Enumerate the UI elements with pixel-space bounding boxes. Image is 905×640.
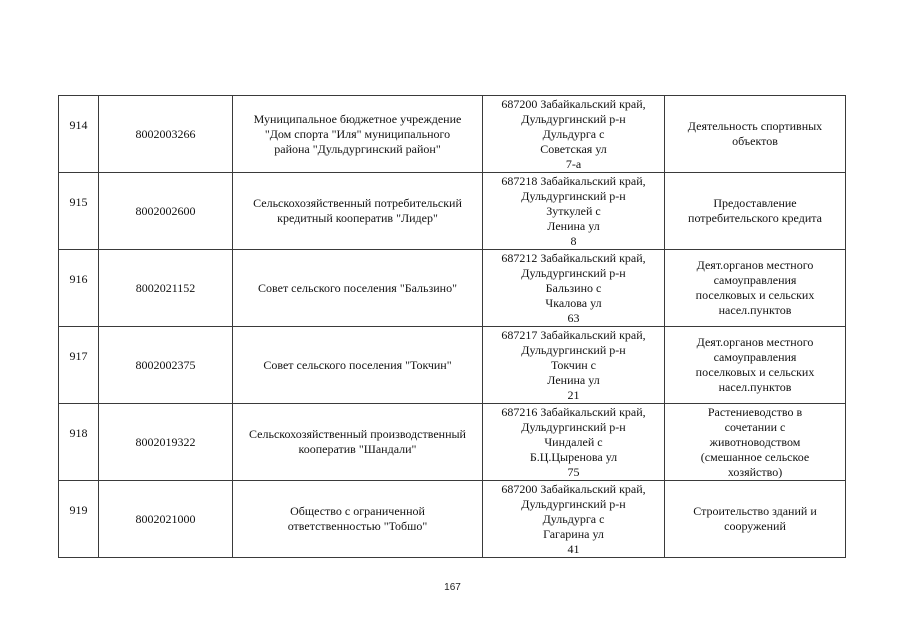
address-cell: 687216 Забайкальский край, Дульдургинский р-н Чиндалей с Б.Ц.Цыренова ул 75 — [483, 404, 665, 481]
row-number: 919 — [59, 481, 99, 558]
activity-cell: Деятельность спортивных объектов — [665, 96, 846, 173]
activity-cell: Строительство зданий и сооружений — [665, 481, 846, 558]
activity-cell: Деят.органов местного самоуправления поселковых и сельских насел.пунктов — [665, 250, 846, 327]
table-row — [59, 173, 846, 250]
row-number: 918 — [59, 404, 99, 481]
inn-cell: 8002021152 — [99, 250, 233, 327]
address-cell: 687200 Забайкальский край, Дульдургинский р-н Дульдурга с Советская ул 7-а — [483, 96, 665, 173]
organization-name-cell: Общество с ограниченной ответственностью "Тобшо" — [233, 481, 483, 558]
activity-cell: Растениеводство в сочетании с животноводством (смешанное сельское хозяйство) — [665, 404, 846, 481]
table-row — [59, 404, 846, 481]
activity-cell: Деят.органов местного самоуправления поселковых и сельских насел.пунктов — [665, 327, 846, 404]
inn-cell: 8002002600 — [99, 173, 233, 250]
inn-cell: 8002003266 — [99, 96, 233, 173]
page-number: 167 — [444, 582, 461, 593]
row-number: 916 — [59, 250, 99, 327]
inn-cell: 8002019322 — [99, 404, 233, 481]
table-row — [59, 327, 846, 404]
row-number: 914 — [59, 96, 99, 173]
organization-name-cell: Сельскохозяйственный производственный кооператив "Шандали" — [233, 404, 483, 481]
table-row — [59, 250, 846, 327]
address-cell: 687212 Забайкальский край, Дульдургинский р-н Бальзино с Чкалова ул 63 — [483, 250, 665, 327]
row-number: 917 — [59, 327, 99, 404]
registry-table — [58, 95, 846, 558]
activity-cell: Предоставление потребительского кредита — [665, 173, 846, 250]
table-row — [59, 96, 846, 173]
address-cell: 687218 Забайкальский край, Дульдургинский р-н Зуткулей с Ленина ул 8 — [483, 173, 665, 250]
inn-cell: 8002021000 — [99, 481, 233, 558]
table-row — [59, 481, 846, 558]
organization-name-cell: Муниципальное бюджетное учреждение "Дом спорта "Иля" муниципального района "Дульдургинский район" — [233, 96, 483, 173]
organization-name-cell: Совет сельского поселения "Бальзино" — [233, 250, 483, 327]
inn-cell: 8002002375 — [99, 327, 233, 404]
organization-name-cell: Совет сельского поселения "Токчин" — [233, 327, 483, 404]
organization-name-cell: Сельскохозяйственный потребительский кредитный кооператив "Лидер" — [233, 173, 483, 250]
address-cell: 687217 Забайкальский край, Дульдургинский р-н Токчин с Ленина ул 21 — [483, 327, 665, 404]
row-number: 915 — [59, 173, 99, 250]
address-cell: 687200 Забайкальский край, Дульдургинский р-н Дульдурга с Гагарина ул 41 — [483, 481, 665, 558]
